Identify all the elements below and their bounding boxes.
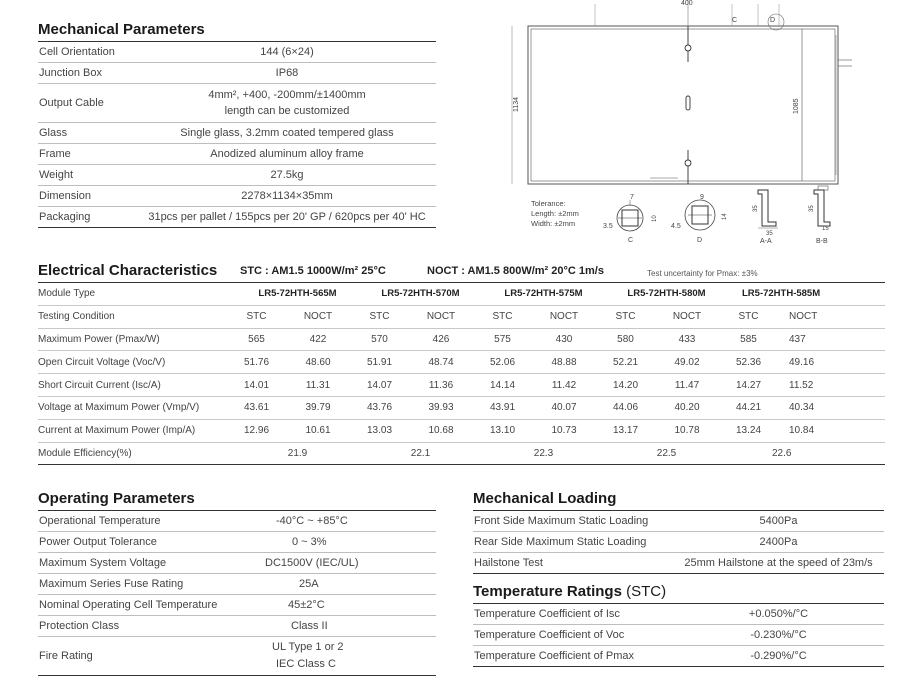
stc-value: 14.14 — [482, 374, 523, 397]
row-value-2: IEC Class C — [276, 658, 336, 670]
noct-value: 40.07 — [523, 396, 605, 419]
dim-label: 15 — [822, 226, 829, 232]
stc-value: 14.20 — [605, 374, 646, 397]
row-value: DC1500V (IEC/UL) — [238, 553, 436, 574]
stc-value: 12.96 — [236, 419, 277, 442]
row-label: Short Circuit Current (Isc/A) — [38, 374, 236, 397]
table-row — [473, 532, 884, 553]
noct-value: 11.47 — [646, 374, 728, 397]
table-row — [473, 646, 884, 667]
row-value: -0.290%/°C — [750, 650, 807, 662]
row-value: 31pcs per pallet / 155pcs per 20' GP / 620pcs per 40' HC — [148, 211, 426, 223]
table-row — [38, 283, 885, 306]
noct-value: 426 — [400, 328, 482, 351]
row-value: +0.050%/°C — [673, 604, 884, 625]
noct-value: 10.78 — [646, 419, 728, 442]
noct-value: 430 — [523, 328, 605, 351]
table-row — [38, 374, 885, 397]
detail-c-marker: C — [732, 17, 738, 24]
electrical-title: Electrical Characteristics — [38, 262, 218, 279]
noct-value: 10.84 — [769, 419, 885, 442]
stc-value: 565 — [236, 328, 277, 351]
stc-value: 13.10 — [482, 419, 523, 442]
efficiency-label: Module Efficiency(%) — [38, 447, 132, 459]
row-value: 2400Pa — [673, 532, 884, 553]
table-row — [38, 63, 436, 84]
noct-value: 40.20 — [646, 396, 728, 419]
stc-value: 43.61 — [236, 396, 277, 419]
efficiency-value: 22.6 — [772, 447, 792, 459]
noct-value: 10.73 — [523, 419, 605, 442]
stc-value: 43.91 — [482, 396, 523, 419]
stc-value: 14.07 — [359, 374, 400, 397]
temperature-title-text: Temperature Ratings — [473, 583, 622, 600]
table-row — [38, 84, 436, 123]
panel-inner-outline — [531, 29, 835, 181]
stc-value: 14.27 — [728, 374, 769, 397]
stc-conditions: STC : AM1.5 1000W/m² 25°C — [240, 265, 386, 277]
table-row — [38, 351, 885, 374]
table-row — [38, 396, 885, 419]
row-label: Maximum Series Fuse Rating — [38, 574, 238, 595]
stc-header: STC — [236, 305, 277, 328]
table-row — [38, 207, 436, 228]
dim-label: 35 — [753, 205, 759, 212]
module-type-label: Module Type — [38, 283, 236, 306]
table-row — [38, 123, 436, 144]
tolerance-length: Length: ±2mm — [531, 209, 579, 218]
stc-value: 585 — [728, 328, 769, 351]
operating-title: Operating Parameters — [38, 490, 195, 507]
table-row — [38, 305, 885, 328]
noct-header: NOCT — [277, 305, 359, 328]
panel-outline — [528, 26, 838, 184]
table-row — [38, 595, 436, 616]
row-label: Maximum Power (Pmax/W) — [38, 328, 236, 351]
row-label: Voltage at Maximum Power (Vmp/V) — [38, 396, 236, 419]
efficiency-value: 21.9 — [287, 447, 308, 459]
uncertainty-note: Test uncertainty for Pmax: ±3% — [647, 269, 758, 278]
table-row — [38, 144, 436, 165]
row-value: 25A — [238, 574, 436, 595]
view-d-label: D — [697, 237, 703, 244]
stc-value: 13.03 — [359, 419, 400, 442]
noct-value: 10.68 — [400, 419, 482, 442]
mechanical-title: Mechanical Parameters — [38, 21, 205, 38]
section-aa — [753, 190, 778, 245]
row-value: 25mm Hailstone at the speed of 23m/s — [684, 557, 873, 569]
table-row — [38, 186, 436, 207]
noct-value: 49.16 — [769, 351, 885, 374]
detail-d-marker: D — [770, 17, 776, 24]
row-value: 144 (6×24) — [138, 42, 436, 63]
temperature-title — [473, 583, 666, 600]
table-row — [473, 604, 884, 625]
view-bb-label: B-B — [816, 238, 828, 245]
stc-header: STC — [605, 305, 646, 328]
stc-value: 52.36 — [728, 351, 769, 374]
noct-value: 433 — [646, 328, 728, 351]
dim-label: 3.5 — [603, 223, 613, 230]
row-label: Rear Side Maximum Static Loading — [473, 532, 673, 553]
efficiency-value: 22.3 — [533, 447, 554, 459]
temperature-title-sub: (STC) — [626, 583, 667, 600]
row-value: Anodized aluminum alloy frame — [138, 144, 436, 165]
table-row — [38, 511, 436, 532]
noct-value: 48.74 — [400, 351, 482, 374]
model-name: LR5-72HTH-570M — [359, 283, 482, 306]
table-row — [38, 165, 436, 186]
stc-value: 580 — [605, 328, 646, 351]
noct-header: NOCT — [400, 305, 482, 328]
row-label: Frame — [38, 144, 138, 165]
stc-value: 43.76 — [359, 396, 400, 419]
row-value: 27.5kg — [138, 165, 436, 186]
dim-label: 10 — [652, 215, 658, 222]
noct-value: 11.42 — [523, 374, 605, 397]
electrical-table — [38, 282, 885, 465]
row-label: Operational Temperature — [38, 511, 238, 532]
stc-header: STC — [728, 305, 769, 328]
row-label: Output Cable — [38, 84, 138, 123]
loading-table — [473, 510, 884, 574]
dim-label: 9 — [700, 194, 704, 201]
stc-header: STC — [359, 305, 400, 328]
module-drawing — [500, 0, 880, 250]
stc-value: 575 — [482, 328, 523, 351]
operating-table — [38, 510, 436, 676]
row-label: Fire Rating — [39, 650, 93, 662]
stc-value: 13.17 — [605, 419, 646, 442]
row-label: Maximum System Voltage — [38, 553, 238, 574]
mechanical-table — [38, 41, 436, 228]
row-label: Nominal Operating Cell Temperature — [38, 595, 238, 616]
noct-value: 11.31 — [277, 374, 359, 397]
loading-title: Mechanical Loading — [473, 490, 617, 507]
noct-conditions: NOCT : AM1.5 800W/m² 20°C 1m/s — [427, 265, 604, 277]
noct-value: 49.02 — [646, 351, 728, 374]
row-value: Single glass, 3.2mm coated tempered glass — [138, 123, 436, 144]
row-value-2: length can be customized — [224, 105, 350, 117]
row-label: Temperature Coefficient of Pmax — [474, 650, 634, 662]
noct-value: 39.79 — [277, 396, 359, 419]
efficiency-value: 22.5 — [656, 447, 677, 459]
temperature-table — [473, 603, 884, 667]
row-label: Hailstone Test — [474, 557, 543, 569]
table-row — [38, 574, 436, 595]
noct-header: NOCT — [523, 305, 605, 328]
table-row — [38, 442, 885, 465]
noct-value: 11.36 — [400, 374, 482, 397]
stc-header: STC — [482, 305, 523, 328]
stc-value: 51.91 — [359, 351, 400, 374]
efficiency-value: 22.1 — [410, 447, 431, 459]
noct-value: 422 — [277, 328, 359, 351]
row-label: Packaging — [39, 211, 91, 223]
table-row — [38, 42, 436, 63]
row-value: Class II — [238, 616, 436, 637]
row-value: 45±2°C — [238, 595, 436, 616]
detail-d — [671, 194, 728, 244]
stc-value: 44.06 — [605, 396, 646, 419]
table-row — [473, 625, 884, 646]
row-label: Power Output Tolerance — [38, 532, 238, 553]
view-aa-label: A-A — [760, 238, 772, 245]
dim-label: 7 — [630, 194, 634, 201]
dim-label: 35 — [809, 205, 815, 212]
noct-value: 40.34 — [769, 396, 885, 419]
noct-value: 48.88 — [523, 351, 605, 374]
row-value: IP68 — [138, 63, 436, 84]
table-row — [38, 328, 885, 351]
noct-value: 437 — [769, 328, 885, 351]
model-name: LR5-72HTH-585M — [728, 283, 885, 306]
dim-label: 35 — [766, 231, 773, 237]
row-label: Temperature Coefficient of Voc — [473, 625, 673, 646]
detail-c — [603, 194, 658, 244]
noct-value: 11.52 — [769, 374, 885, 397]
dim-label: 14 — [722, 213, 728, 220]
table-row — [473, 553, 884, 574]
section-bb — [809, 190, 830, 245]
dim-right-label: 1085 — [793, 98, 800, 114]
model-name: LR5-72HTH-565M — [236, 283, 359, 306]
tolerance-title: Tolerance: — [531, 199, 566, 208]
table-row — [38, 616, 436, 637]
row-value: UL Type 1 or 2 — [272, 641, 344, 653]
table-row — [38, 419, 885, 442]
stc-value: 51.76 — [236, 351, 277, 374]
row-label: Glass — [38, 123, 138, 144]
view-c-label: C — [628, 237, 634, 244]
row-label: Weight — [38, 165, 138, 186]
table-row — [473, 511, 884, 532]
table-row — [38, 637, 436, 676]
dim-label: 4.5 — [671, 223, 681, 230]
model-name: LR5-72HTH-575M — [482, 283, 605, 306]
row-label: Junction Box — [38, 63, 138, 84]
stc-value: 44.21 — [728, 396, 769, 419]
noct-header: NOCT — [769, 305, 885, 328]
row-value: 0 ~ 3% — [238, 532, 436, 553]
stc-value: 570 — [359, 328, 400, 351]
table-row — [38, 532, 436, 553]
testing-condition-label: Testing Condition — [38, 305, 236, 328]
row-label: Front Side Maximum Static Loading — [473, 511, 673, 532]
stc-value: 13.24 — [728, 419, 769, 442]
dim-left-label: 1134 — [513, 96, 520, 112]
row-value: 5400Pa — [673, 511, 884, 532]
noct-header: NOCT — [646, 305, 728, 328]
stc-value: 14.01 — [236, 374, 277, 397]
row-label: Protection Class — [38, 616, 238, 637]
stc-value: 52.06 — [482, 351, 523, 374]
stc-value: 52.21 — [605, 351, 646, 374]
row-value: -40°C ~ +85°C — [238, 511, 436, 532]
row-label: Cell Orientation — [38, 42, 138, 63]
row-value: 4mm², +400, -200mm/±1400mm — [208, 89, 366, 101]
row-label: Dimension — [38, 186, 138, 207]
noct-value: 10.61 — [277, 419, 359, 442]
row-label: Current at Maximum Power (Imp/A) — [38, 419, 236, 442]
dim-top-label: 400 — [681, 0, 693, 7]
model-name: LR5-72HTH-580M — [605, 283, 728, 306]
tolerance-width: Width: ±2mm — [531, 219, 576, 228]
row-label: Temperature Coefficient of Isc — [473, 604, 673, 625]
noct-value: 48.60 — [277, 351, 359, 374]
row-value: -0.230%/°C — [673, 625, 884, 646]
table-row — [38, 553, 436, 574]
row-value: 2278×1134×35mm — [138, 186, 436, 207]
noct-value: 39.93 — [400, 396, 482, 419]
row-label: Open Circuit Voltage (Voc/V) — [38, 351, 236, 374]
